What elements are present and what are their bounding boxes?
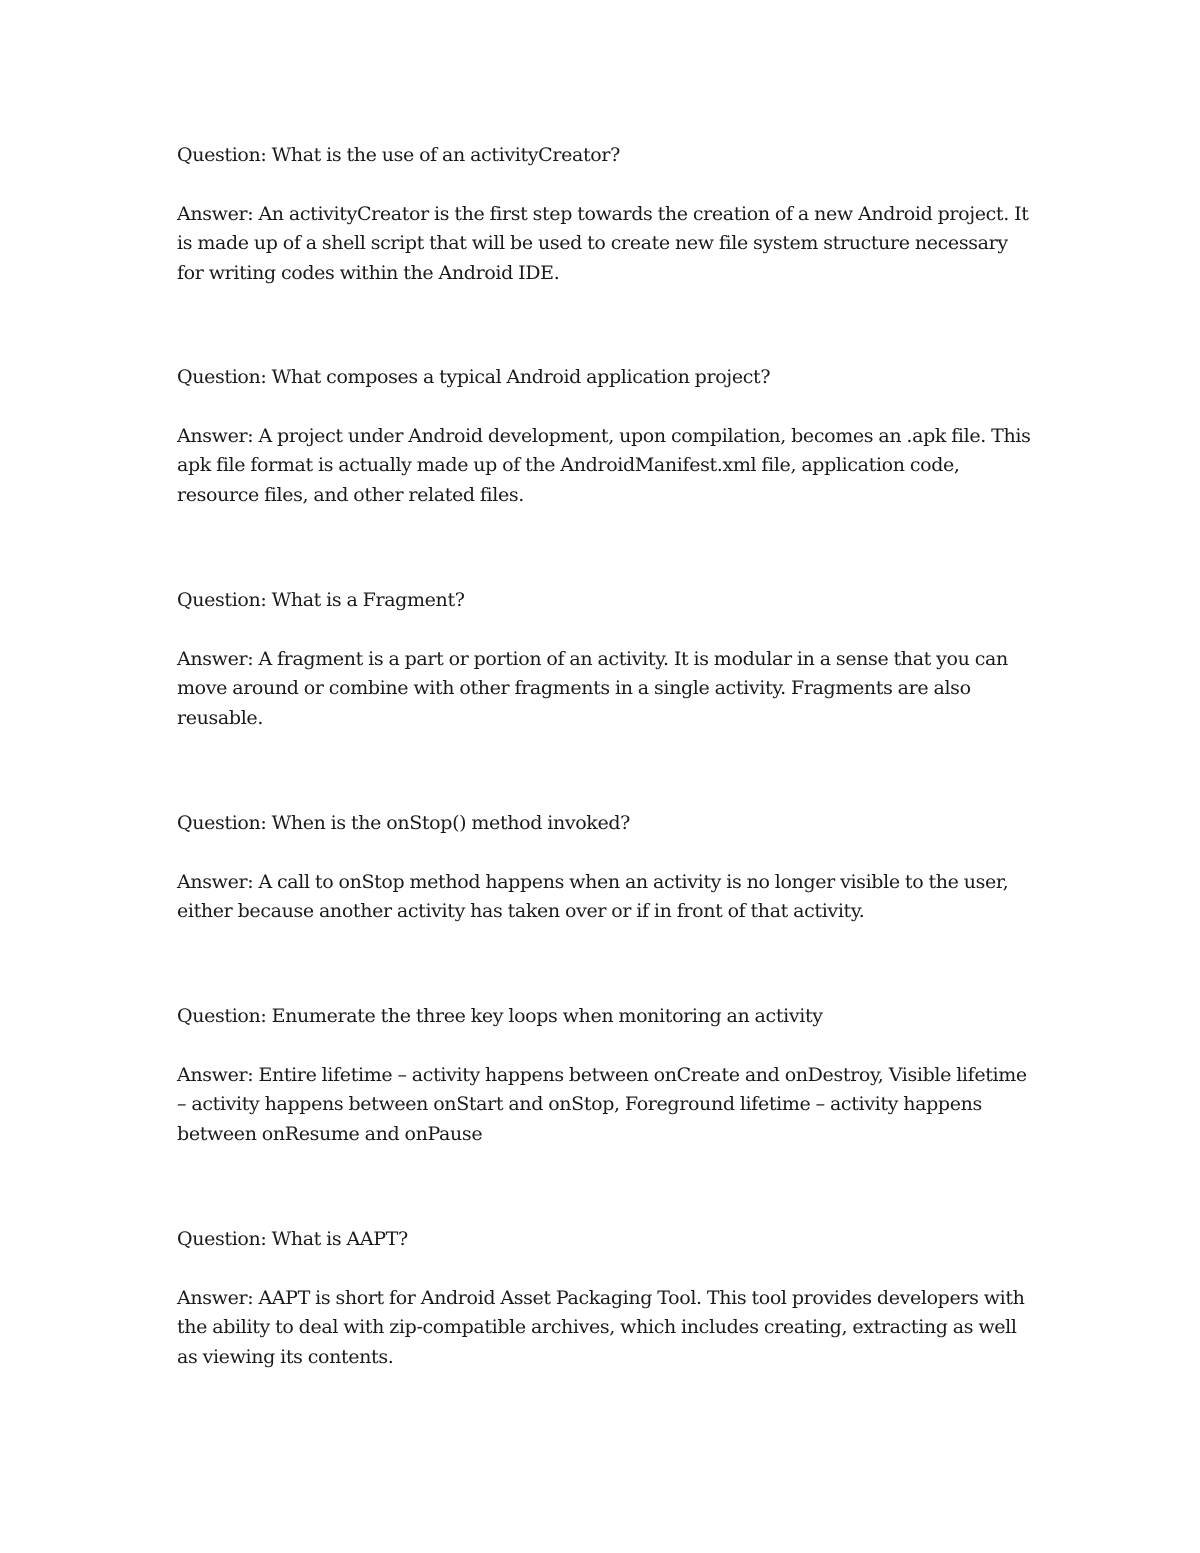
qa-block-aapt (177, 1225, 1037, 1372)
question-text: Question: What is AAPT? (177, 1228, 408, 1250)
qa-block-fragment (177, 586, 1037, 733)
answer-text: Answer: A call to onStop method happens when an activity is no longer visible to the user, either because another activity has taken over or if in front of that activity. (177, 870, 1009, 922)
question-text: Question: What composes a typical Android application project? (177, 366, 771, 388)
answer-text: Answer: A fragment is a part or portion of an activity. It is modular in a sense that you can move around or combine with other fragments in a single activity. Fragments are also reusable. (177, 647, 1008, 729)
answer-text: Answer: Entire lifetime – activity happens between onCreate and onDestroy, Visible lifetime – activity happens between onStart and onStop, Foreground lifetime – activity happens between onResume and onPause (177, 1063, 1027, 1145)
qa-block-activity-loops (177, 1002, 1037, 1149)
question-text: Question: What is the use of an activityCreator? (177, 144, 620, 166)
question-text: Question: What is a Fragment? (177, 589, 465, 611)
qa-block-activitycreator (177, 141, 1037, 288)
answer-text: Answer: AAPT is short for Android Asset Packaging Tool. This tool provides developers with the ability to deal with zip-compatible archives, which includes creating, extracting as well as viewing its contents. (177, 1286, 1025, 1368)
question-text: Question: Enumerate the three key loops when monitoring an activity (177, 1005, 823, 1027)
qa-block-project-composition (177, 363, 1037, 510)
question-text: Question: When is the onStop() method invoked? (177, 812, 631, 834)
answer-text: Answer: A project under Android development, upon compilation, becomes an .apk file. This apk file format is actually made up of the AndroidManifest.xml file, application code, resource files, and other related files. (177, 424, 1031, 506)
answer-text: Answer: An activityCreator is the first step towards the creation of a new Android project. It is made up of a shell script that will be used to create new file system structure necessary for writing codes within the Android IDE. (177, 202, 1029, 284)
qa-block-onstop (177, 809, 1037, 927)
